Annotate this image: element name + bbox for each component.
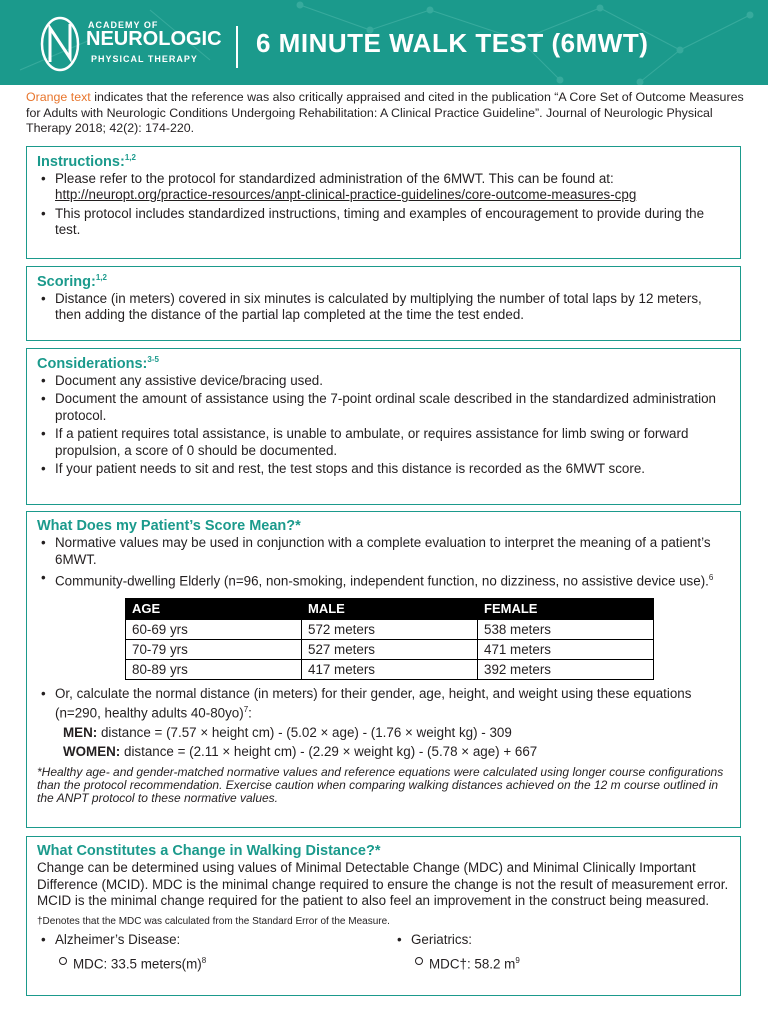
header-divider xyxy=(236,26,238,68)
instructions-ref: 1,2 xyxy=(124,153,136,162)
table-cell: 538 meters xyxy=(478,619,654,639)
change-heading: What Constitutes a Change in Walking Distance?* xyxy=(37,843,381,859)
table-row xyxy=(126,659,654,679)
list-item: • This protocol includes standardized instructions, timing and examples of encouragement to provide during the test. xyxy=(37,206,730,239)
instructions-heading: Instructions:$^{1,2}$ xyxy=(37,153,136,170)
page-header xyxy=(0,0,768,85)
anpt-logo-icon xyxy=(38,14,84,74)
column-header-male: MALE xyxy=(302,598,478,619)
normative-note: *Healthy age- and gender-matched normative values and reference equations were calculated using longer course configurations than the protocol recommendation. Exercise caution when comparing walking distances achieved on the 12 m course outlined in the ANPT protocol to these normative values. xyxy=(37,765,724,806)
table-cell: 70-79 yrs xyxy=(126,639,302,659)
list-item: • If a patient requires total assistance, is unable to ambulate, or requires assistance for limb swing or forward propulsion, a score of 0 should be documented. xyxy=(37,426,730,459)
list-item: • Please refer to the protocol for standardized administration of the 6MWT. This can be found at: http://neuropt.org/practice-resources/anpt-clinical-practice-guidelines/core-outcome-measures-cpg xyxy=(37,171,730,204)
anpt-logo xyxy=(38,14,223,76)
instructions-section xyxy=(26,146,741,259)
table-cell: 527 meters xyxy=(302,639,478,659)
mdc-columns xyxy=(37,931,730,975)
table-cell: 572 meters xyxy=(302,619,478,639)
intro-text: indicates that the reference was also critically appraised and cited in the publication “A Core Set of Outcome Measures for Adults with Neurologic Conditions Undergoing Rehabilitation: A Clinical Practice Guideline”. Journal of Neurologic Physical Therapy 2018; 42(2): 174-220. xyxy=(26,90,744,135)
table-cell: 80-89 yrs xyxy=(126,659,302,679)
page-title: 6 MINUTE WALK TEST (6MWT) xyxy=(256,28,649,58)
table-row xyxy=(126,619,654,639)
logo-line-2: NEUROLOGIC xyxy=(86,28,222,50)
women-equation: WOMEN: distance = (2.11 × height cm) - (2.29 × weight kg) - (5.78 × age) + 667 xyxy=(63,744,538,760)
change-body: Change can be determined using values of Minimal Detectable Change (MDC) and Minimal Clinically Important Difference (MCID). MDC is the minimal change required to ensure the change is not the result of measurement error. MCID is the minimal change required for the patient to also feel an improvement in the construct being measured. xyxy=(37,860,729,908)
considerations-heading: Considerations:$^{3-5}$ xyxy=(37,355,159,372)
list-item: • Community-dwelling Elderly (n=96, non-smoking, independent function, no dizziness, no assistive device use).$^6$ xyxy=(37,570,730,590)
considerations-ref: 3-5 xyxy=(147,355,159,364)
score-meaning-heading: What Does my Patient’s Score Mean?* xyxy=(37,518,301,534)
change-section xyxy=(26,836,741,996)
scoring-heading: Scoring:$^{1,2}$ xyxy=(37,273,107,290)
men-equation: MEN: distance = (7.57 × height cm) - (5.02 × age) - (1.76 × weight kg) - 309 xyxy=(63,725,512,741)
normative-table xyxy=(125,598,654,680)
orange-text-label: Orange text xyxy=(26,90,91,104)
table-cell: 60-69 yrs xyxy=(126,619,302,639)
table-header-row xyxy=(126,598,654,619)
considerations-section xyxy=(26,348,741,505)
table-cell: 417 meters xyxy=(302,659,478,679)
scoring-section xyxy=(26,266,741,341)
protocol-link[interactable]: http://neuropt.org/practice-resources/anpt-clinical-practice-guidelines/core-outcome-measures-cpg xyxy=(55,187,637,203)
geriatrics-label: • Geriatrics: xyxy=(393,931,733,948)
table-row xyxy=(126,639,654,659)
score-meaning-section xyxy=(26,511,741,828)
footnote-ref: 6 xyxy=(708,573,714,582)
list-item: • Normative values may be used in conjunction with a complete evaluation to interpret the meaning of a patient’s 6MWT. xyxy=(37,535,730,568)
column-header-female: FEMALE xyxy=(478,598,654,619)
alzheimers-label: • Alzheimer’s Disease: xyxy=(37,931,377,948)
mdc-footnote: †Denotes that the MDC was calculated from the Standard Error of the Measure. xyxy=(37,915,390,927)
list-item: • Document any assistive device/bracing used. xyxy=(37,373,730,390)
list-item: • If your patient needs to sit and rest, the test stops and this distance is recorded as the 6MWT score. xyxy=(37,461,730,478)
logo-line-3: PHYSICAL THERAPY xyxy=(91,54,198,64)
geriatrics-mdc: MDC†: 58.2 $m^9$ xyxy=(393,952,733,972)
list-item: • Distance (in meters) covered in six minutes is calculated by multiplying the number of total laps by 12 meters, then adding the distance of the partial lap completed at the time the test ended. xyxy=(37,291,730,324)
logo-line-1: ACADEMY OF xyxy=(88,20,159,30)
list-item: • Document the amount of assistance using the 7-point ordinal scale described in the standardized administration protocol. xyxy=(37,391,730,424)
table-cell: 392 meters xyxy=(478,659,654,679)
intro-paragraph xyxy=(26,90,746,137)
column-header-age: AGE xyxy=(126,598,302,619)
alzheimers-column xyxy=(37,931,377,972)
geriatrics-column xyxy=(393,931,733,972)
scoring-ref: 1,2 xyxy=(95,273,107,282)
footnote-ref: 7 xyxy=(243,705,249,715)
table-cell: 471 meters xyxy=(478,639,654,659)
alzheimers-mdc: MDC: 33.5 $meters(m)^8$ xyxy=(37,952,377,972)
list-item: • Or, calculate the normal distance (in meters) for their gender, age, height, and weight using these equations (n=290, healthy adults 40-80yo)$^7$: xyxy=(37,686,730,722)
